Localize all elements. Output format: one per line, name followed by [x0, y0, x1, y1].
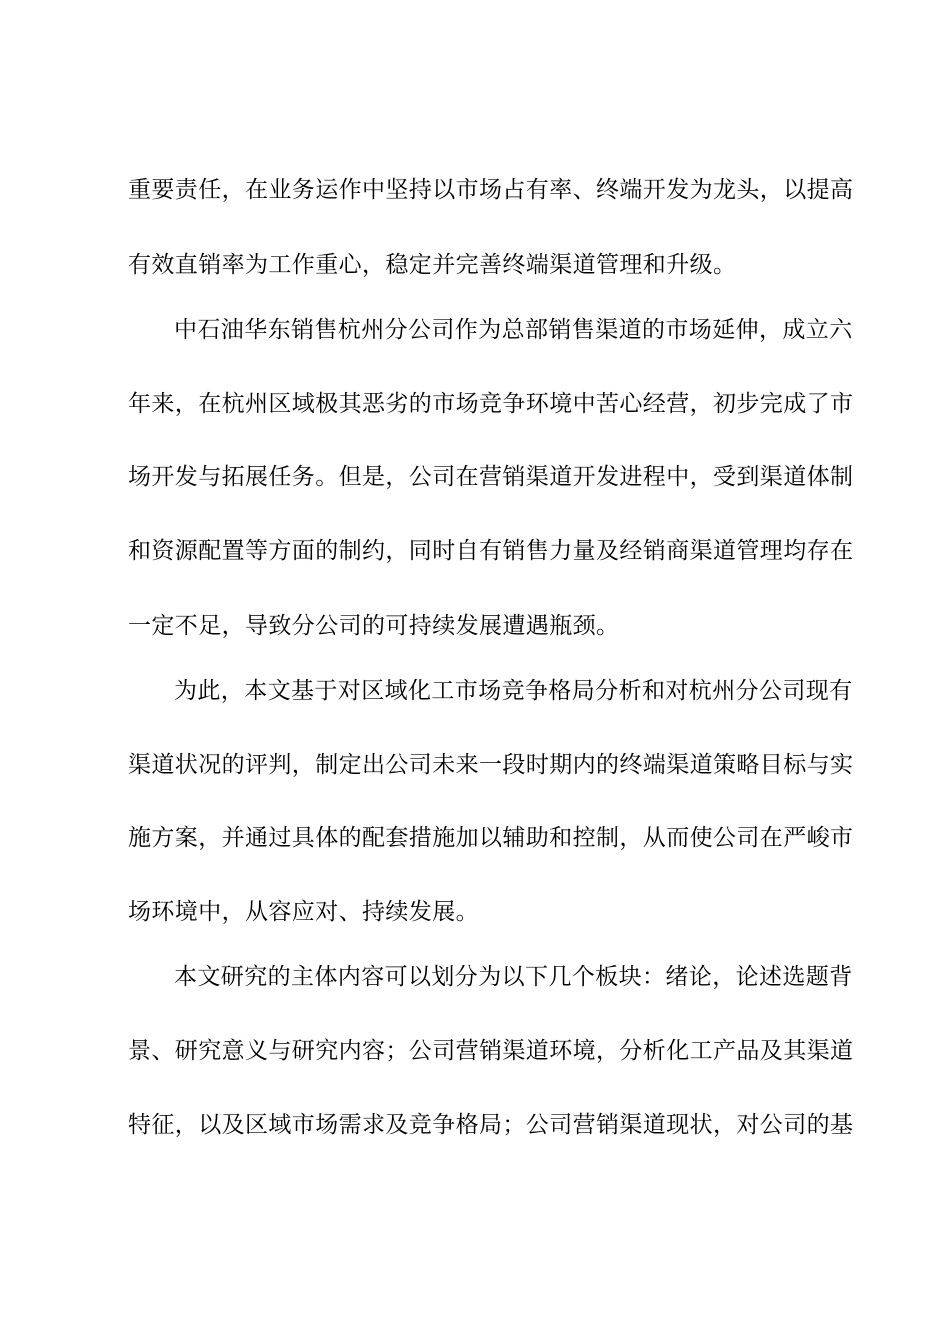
paragraph-2-line-5: 一定不足，导致分公司的可持续发展遭遇瓶颈。	[128, 613, 620, 639]
paragraph-4-line-2: 景、研究意义与研究内容；公司营销渠道环境，分析化工产品及其渠道	[128, 1038, 854, 1064]
paragraph-2-line-3: 场开发与拓展任务。但是，公司在营销渠道开发进程中，受到渠道体制	[128, 464, 854, 490]
paragraph-3-line-1: 为此，本文基于对区域化工市场竞争格局分析和对杭州分公司现有	[174, 678, 853, 704]
paragraph-1-line-2: 有效直销率为工作重心，稳定并完善终端渠道管理和升级。	[128, 252, 737, 278]
paragraph-4-line-3: 特征，以及区域市场需求及竞争格局；公司营销渠道现状，对公司的基	[128, 1112, 854, 1138]
paragraph-1-line-1: 重要责任，在业务运作中坚持以市场占有率、终端开发为龙头，以提高	[128, 177, 854, 203]
paragraph-2-line-2: 年来，在杭州区域极其恶劣的市场竞争环境中苦心经营，初步完成了市	[128, 391, 854, 417]
paragraph-2-line-4: 和资源配置等方面的制约，同时自有销售力量及经销商渠道管理均存在	[128, 538, 854, 564]
paragraph-3-line-3: 施方案，并通过具体的配套措施加以辅助和控制，从而使公司在严峻市	[128, 825, 854, 851]
paragraph-4-line-1: 本文研究的主体内容可以划分为以下几个板块：绪论，论述选题背	[174, 964, 853, 990]
paragraph-3-line-2: 渠道状况的评判，制定出公司未来一段时期内的终端渠道策略目标与实	[128, 752, 854, 778]
paragraph-3-line-4: 场环境中，从容应对、持续发展。	[128, 899, 479, 925]
paragraph-2-line-1: 中石油华东销售杭州分公司作为总部销售渠道的市场延伸，成立六	[174, 317, 853, 343]
